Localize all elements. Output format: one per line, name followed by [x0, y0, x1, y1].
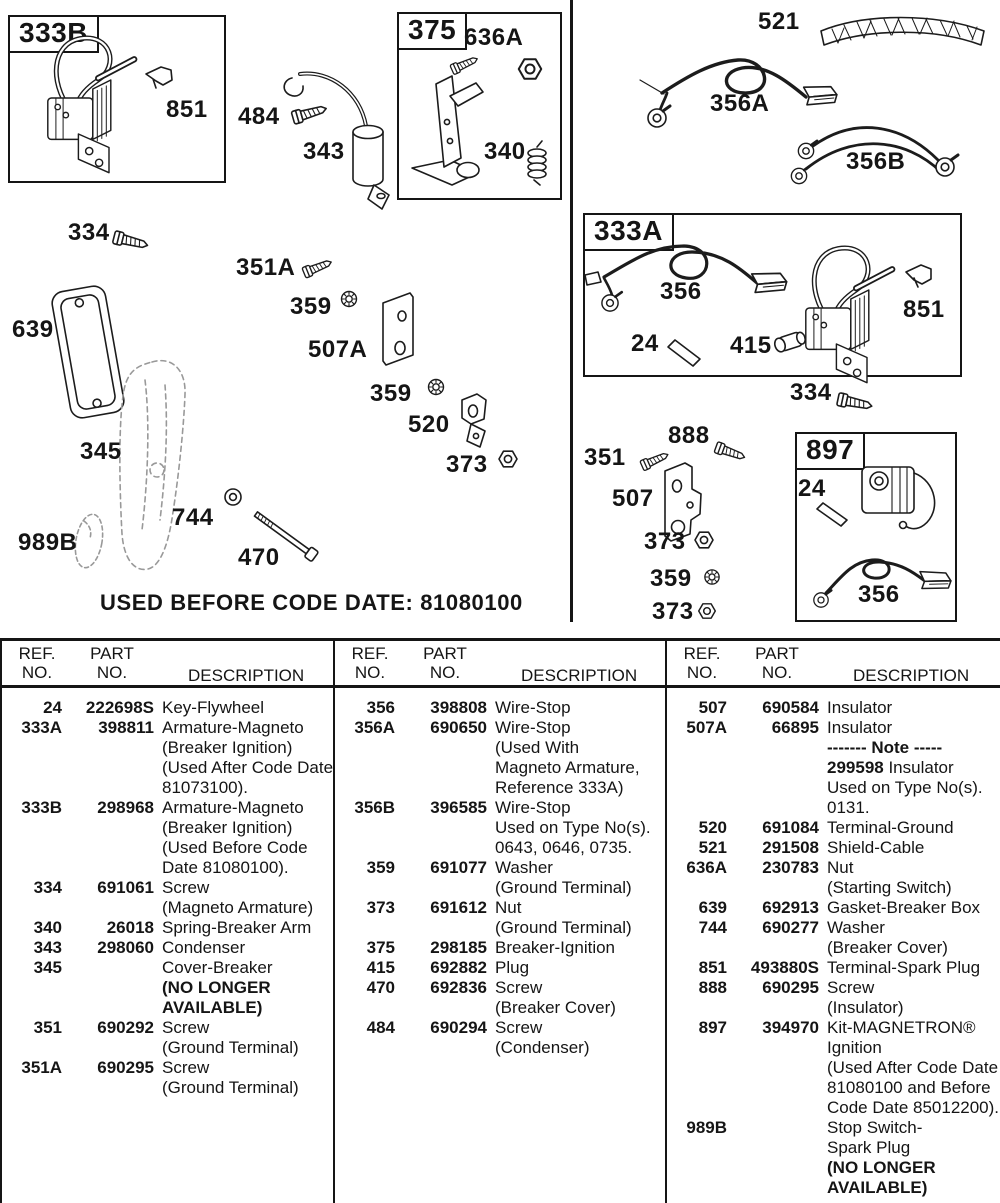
description-line: Ignition — [827, 1038, 882, 1057]
description-line: (Ground Terminal) — [495, 878, 632, 897]
part-label-340: 340 — [484, 138, 526, 165]
description — [495, 1018, 665, 1058]
part-no: 394970 — [762, 1018, 819, 1037]
table-row — [667, 818, 1000, 838]
ref-no: 520 — [698, 818, 727, 837]
description — [495, 698, 665, 718]
part-label-351: 351 — [584, 444, 626, 471]
description-line: Screw — [495, 978, 543, 997]
table-row — [2, 918, 333, 938]
description-line: (Breaker Cover) — [827, 938, 948, 957]
part-no: 690584 — [762, 698, 819, 717]
ref-no: 356 — [366, 698, 395, 717]
table-row — [335, 1018, 665, 1058]
table-row — [335, 938, 665, 958]
description-line: Washer — [495, 858, 553, 877]
table-row — [335, 958, 665, 978]
nut-373 — [499, 451, 517, 467]
table-header — [335, 641, 665, 688]
table-row — [2, 698, 333, 718]
description — [162, 798, 333, 878]
ref-no: 636A — [686, 858, 727, 877]
description — [495, 898, 665, 938]
description-line: Insulator — [827, 698, 893, 717]
nut-636a — [519, 59, 542, 79]
part-label-521: 521 — [758, 8, 800, 35]
reference-box-label: 375 — [397, 12, 467, 50]
key-flywheel-24 — [817, 503, 847, 526]
description-line: (Breaker Ignition) — [162, 738, 293, 757]
header-description: DESCRIPTION — [853, 666, 970, 685]
washer-359 — [342, 292, 357, 307]
washer-744 — [225, 489, 241, 505]
table-row — [2, 938, 333, 958]
ref-no: 333A — [21, 718, 62, 737]
code-date-caption: USED BEFORE CODE DATE: 81080100 — [100, 590, 523, 615]
description-line: AVAILABLE) — [827, 1178, 928, 1197]
description-line: Plug — [495, 958, 530, 977]
header-description: DESCRIPTION — [521, 666, 638, 685]
table-rows — [667, 688, 1000, 1198]
description-line: Spring-Breaker Arm — [162, 918, 312, 937]
description-line: Reference 333A) — [495, 778, 624, 797]
ref-no: 639 — [698, 898, 727, 917]
description — [827, 1018, 1000, 1118]
description — [827, 918, 1000, 958]
header-part-no: PART NO. — [755, 644, 799, 682]
description-line: Breaker-Ignition — [495, 938, 616, 957]
ref-no: 415 — [366, 958, 395, 977]
table-row — [667, 898, 1000, 918]
part-no: 691061 — [97, 878, 154, 897]
description-line: (Breaker Cover) — [495, 998, 616, 1017]
description-line: (Ground Terminal) — [162, 1078, 299, 1097]
description-line: (Breaker Ignition) — [162, 818, 293, 837]
part-label-851: 851 — [903, 296, 945, 323]
table-row — [335, 858, 665, 898]
ref-no: 351 — [33, 1018, 62, 1037]
part-label-484: 484 — [238, 103, 280, 130]
description — [162, 1058, 333, 1098]
description-line: Kit-MAGNETRON® — [827, 1018, 976, 1037]
part-label-356: 356 — [660, 278, 702, 305]
description — [827, 718, 1000, 738]
description-line: Wire-Stop — [495, 798, 571, 817]
ref-no: 343 — [33, 938, 62, 957]
ref-no: 24 — [43, 698, 62, 717]
shield-cable-521 — [821, 18, 984, 46]
washer-359 — [429, 380, 444, 395]
part-label-415: 415 — [730, 332, 772, 359]
description — [162, 698, 333, 718]
part-label-507A: 507A — [308, 336, 368, 363]
description-line: 81080100 and Before — [827, 1078, 991, 1097]
description — [827, 958, 1000, 978]
table-row — [667, 958, 1000, 978]
nut-373 — [695, 532, 713, 548]
ref-no: 507 — [698, 698, 727, 717]
part-no: 691084 — [762, 818, 819, 837]
description-line: Screw — [162, 1018, 210, 1037]
description-line: (Used After Code Date — [162, 758, 334, 777]
part-no: 690294 — [430, 1018, 487, 1037]
description — [162, 718, 333, 798]
description-line: Wire-Stop — [495, 698, 571, 717]
ref-no: 744 — [698, 918, 727, 937]
part-label-639: 639 — [12, 316, 54, 343]
nut-373 — [699, 604, 716, 618]
reference-box-label: 897 — [795, 432, 865, 470]
part-label-888: 888 — [668, 422, 710, 449]
screw-334 — [112, 231, 149, 252]
part-label-359: 359 — [290, 293, 332, 320]
description-line: Wire-Stop — [495, 718, 571, 737]
description-line: 81073100). — [162, 778, 249, 797]
table-column-3 — [667, 641, 1000, 1203]
part-no: 298185 — [430, 938, 487, 957]
plug-415 — [773, 330, 807, 353]
breaker-ignition-375 — [412, 54, 483, 185]
ref-no: 333B — [21, 798, 62, 817]
table-row — [667, 1118, 1000, 1198]
key-flywheel-24 — [668, 340, 700, 366]
part-label-345: 345 — [80, 438, 122, 465]
part-no: 692913 — [762, 898, 819, 917]
description — [827, 818, 1000, 838]
description-line: Nut — [827, 858, 854, 877]
part-label-470: 470 — [238, 544, 280, 571]
table-row — [2, 878, 333, 918]
reference-box-label: 333A — [583, 213, 674, 251]
part-no — [70, 958, 154, 1018]
part-label-636A: 636A — [464, 24, 524, 51]
ref-no: 373 — [366, 898, 395, 917]
table-column-2 — [335, 641, 667, 1203]
description — [162, 878, 333, 918]
description — [827, 838, 1000, 858]
description-line: Washer — [827, 918, 885, 937]
table-header — [2, 641, 333, 688]
description-line: Spark Plug — [827, 1138, 911, 1157]
header-ref-no: REF. NO. — [18, 644, 56, 682]
table-row — [667, 1018, 1000, 1118]
ref-no: 359 — [366, 858, 395, 877]
description — [162, 958, 333, 1018]
table-row — [667, 698, 1000, 718]
part-no: 690277 — [762, 918, 819, 937]
description — [162, 1018, 333, 1058]
description-line: Magneto Armature, — [495, 758, 640, 777]
part-no: 398811 — [98, 718, 154, 737]
table-row — [667, 718, 1000, 738]
ref-no: 334 — [33, 878, 62, 897]
table-row — [667, 838, 1000, 858]
description — [495, 978, 665, 1018]
armature-magneto-333b — [48, 38, 172, 173]
description-line: Condenser — [162, 938, 246, 957]
description-line: Screw — [827, 978, 875, 997]
table-row — [335, 898, 665, 938]
ref-no: 340 — [33, 918, 62, 937]
part-no: 396585 — [430, 798, 487, 817]
description-line: (Ground Terminal) — [495, 918, 632, 937]
header-part-no: PART NO. — [423, 644, 467, 682]
description-line: (NO LONGER — [162, 978, 271, 997]
part-no: 298060 — [97, 938, 154, 957]
description-line: ------- Note ----- — [827, 738, 943, 757]
part-label-343: 343 — [303, 138, 345, 165]
ref-no: 851 — [698, 958, 727, 977]
ref-no: 521 — [698, 838, 727, 857]
ref-no: 888 — [698, 978, 727, 997]
description — [495, 858, 665, 898]
ref-no: 989B — [686, 1118, 727, 1137]
description-line: Screw — [162, 1058, 210, 1077]
description — [162, 918, 333, 938]
description-line: Used on Type No(s). — [495, 818, 651, 837]
table-rows — [335, 688, 665, 1058]
part-no: 398808 — [430, 698, 487, 717]
part-label-351A: 351A — [236, 254, 296, 281]
part-no: 298968 — [97, 798, 154, 817]
reference-box-label: 333B — [8, 15, 99, 53]
description — [827, 1118, 1000, 1198]
screw-334 — [837, 393, 873, 413]
part-label-356B: 356B — [846, 148, 906, 175]
description-line: Armature-Magneto — [162, 718, 304, 737]
description-line: Shield-Cable — [827, 838, 925, 857]
description — [495, 718, 665, 798]
part-no — [735, 738, 819, 818]
description-line: Used on Type No(s). — [827, 778, 983, 797]
part-label-373: 373 — [446, 451, 488, 478]
part-label-24: 24 — [631, 330, 659, 357]
table-header — [667, 641, 1000, 688]
description — [827, 898, 1000, 918]
description-line: 299598 Insulator — [827, 758, 954, 777]
part-no: 493880S — [750, 958, 819, 977]
table-row — [335, 718, 665, 798]
spring-340 — [528, 141, 546, 185]
part-no — [735, 1118, 819, 1198]
table-row — [667, 978, 1000, 1018]
description-line: (Ground Terminal) — [162, 1038, 299, 1057]
description-line: Stop Switch- — [827, 1118, 923, 1137]
description-line: Screw — [162, 878, 210, 897]
part-label-334: 334 — [68, 219, 110, 246]
description-line: (Used Before Code — [162, 838, 308, 857]
part-label-356A: 356A — [710, 90, 770, 117]
description-line: 0643, 0646, 0735. — [495, 838, 633, 857]
description-line: (Starting Switch) — [827, 878, 952, 897]
description-line: Key-Flywheel — [162, 698, 265, 717]
table-row — [2, 1018, 333, 1058]
ref-no: 484 — [366, 1018, 395, 1037]
screw-351a — [302, 257, 333, 278]
part-label-359: 359 — [650, 565, 692, 592]
part-no: 66895 — [771, 718, 819, 737]
description — [495, 958, 665, 978]
table-row — [335, 798, 665, 858]
ref-no: 356B — [354, 798, 395, 817]
description — [827, 738, 1000, 818]
part-label-373: 373 — [652, 598, 694, 625]
screw-351 — [640, 450, 670, 471]
description-line: AVAILABLE) — [162, 998, 263, 1017]
part-no: 222698S — [85, 698, 154, 717]
description-line: Code Date 85012200). — [827, 1098, 1000, 1117]
header-part-no: PART NO. — [90, 644, 134, 682]
description-line: (Used After Code Date — [827, 1058, 999, 1077]
description-line: 0131. — [827, 798, 870, 817]
description — [162, 938, 333, 958]
parts-table — [0, 638, 1000, 1203]
gasket-breaker-box-639 — [50, 284, 125, 419]
magnetron-kit-897 — [862, 467, 935, 529]
description-line: (Used With — [495, 738, 580, 757]
part-no: 690295 — [762, 978, 819, 997]
column-divider — [570, 0, 573, 622]
description-line: Screw — [495, 1018, 543, 1037]
screw-484 — [291, 102, 328, 124]
screw-888 — [714, 442, 746, 463]
part-label-334: 334 — [790, 379, 832, 406]
table-row — [2, 1058, 333, 1098]
description-line: Insulator — [827, 718, 893, 737]
part-label-356: 356 — [858, 581, 900, 608]
description-line: Date 81080100). — [162, 858, 289, 877]
table-row — [667, 918, 1000, 958]
description-line: Gasket-Breaker Box — [827, 898, 981, 917]
washer-359 — [705, 570, 719, 584]
part-label-507: 507 — [612, 485, 654, 512]
ref-no: 356A — [354, 718, 395, 737]
part-label-373: 373 — [644, 528, 686, 555]
description-line: Terminal-Ground — [827, 818, 954, 837]
part-label-24: 24 — [798, 475, 826, 502]
description-line: (Insulator) — [827, 998, 904, 1017]
header-ref-no: REF. NO. — [683, 644, 721, 682]
ref-no: 345 — [33, 958, 62, 977]
ref-no: 375 — [366, 938, 395, 957]
description — [827, 698, 1000, 718]
ref-no: 507A — [686, 718, 727, 737]
description-line: (NO LONGER — [827, 1158, 936, 1177]
description-line: Nut — [495, 898, 522, 917]
table-row — [667, 858, 1000, 898]
part-label-989B: 989B — [18, 529, 78, 556]
part-no: 691612 — [430, 898, 487, 917]
table-column-1 — [2, 641, 335, 1203]
table-row — [335, 978, 665, 1018]
description-line: Armature-Magneto — [162, 798, 304, 817]
part-no: 291508 — [762, 838, 819, 857]
description-line: (Magneto Armature) — [162, 898, 314, 917]
table-row — [335, 698, 665, 718]
part-no: 692882 — [430, 958, 487, 977]
part-no: 690295 — [97, 1058, 154, 1077]
description-line: Cover-Breaker — [162, 958, 273, 977]
part-label-744: 744 — [172, 504, 214, 531]
table-rows — [2, 688, 333, 1098]
part-no: 26018 — [106, 918, 154, 937]
part-no: 690292 — [97, 1018, 154, 1037]
part-label-520: 520 — [408, 411, 450, 438]
ref-no: 351A — [21, 1058, 62, 1077]
description-line: (Condenser) — [495, 1038, 590, 1057]
part-no: 691077 — [430, 858, 487, 877]
part-no: 230783 — [762, 858, 819, 877]
part-no: 690650 — [430, 718, 487, 737]
table-row — [2, 718, 333, 798]
part-label-359: 359 — [370, 380, 412, 407]
description — [495, 798, 665, 858]
table-row — [2, 798, 333, 878]
table-row — [2, 958, 333, 1018]
ref-no — [677, 738, 727, 818]
cover-breaker-345 — [120, 361, 185, 570]
terminal-ground-520 — [462, 394, 486, 447]
description — [495, 938, 665, 958]
table-row — [667, 738, 1000, 818]
description-line: Terminal-Spark Plug — [827, 958, 981, 977]
part-label-851: 851 — [166, 96, 208, 123]
header-description: DESCRIPTION — [188, 666, 305, 685]
ref-no: 470 — [366, 978, 395, 997]
ref-no: 897 — [698, 1018, 727, 1037]
header-ref-no: REF. NO. — [351, 644, 389, 682]
part-no: 692836 — [430, 978, 487, 997]
description — [827, 858, 1000, 898]
description — [827, 978, 1000, 1018]
insulator-507a — [383, 293, 413, 365]
